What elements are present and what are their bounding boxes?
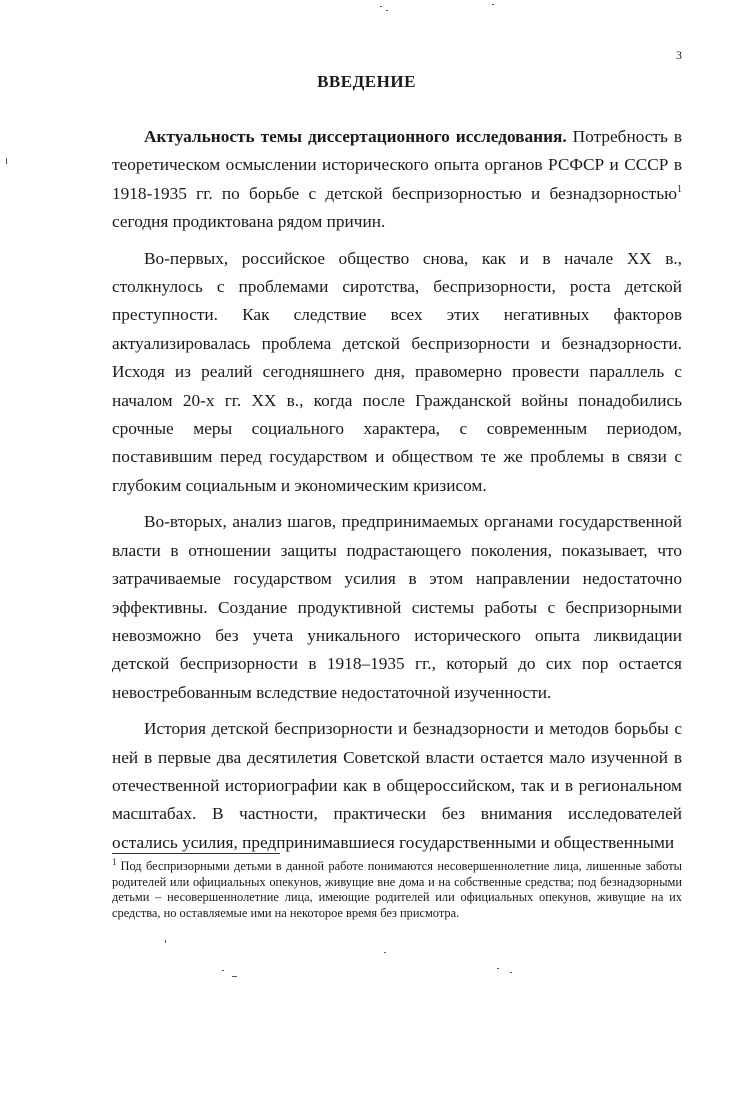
scan-speck: [384, 952, 386, 953]
footnote-text: Под беспризорными детьми в данной работе понимаются несовершеннолетние лица, лишенные заботы родителей или официальных опекунов, живущие вне дома и на собственные средства; под безнадзорными детьми – несовершеннолетние лица, имеющие родителей или официальных опекунов, живущие на их средства, но оставляемые ими на некоторое время без присмотра.: [112, 859, 682, 920]
scan-speck: [386, 10, 388, 11]
page-number: 3: [676, 48, 682, 62]
scan-speck: [232, 976, 237, 977]
scan-speck: [6, 158, 7, 164]
relevance-heading: Актуальность темы диссертационного исследования.: [144, 127, 567, 146]
scan-speck: [510, 972, 512, 973]
paragraph-relevance: [112, 123, 682, 237]
scan-speck: [492, 4, 494, 5]
paragraph-history: История детской беспризорности и безнадзорности и методов борьбы с ней в первые два десятилетия Советской власти остается мало изученной в отечественной историографии как в общероссийском, так и в региональном масштабах. В частности, практически без внимания исследователей остались усилия, предпринимавшиеся государственными и общественными: [112, 719, 682, 852]
footnote: [112, 856, 682, 921]
footnote-reference[interactable]: 1: [677, 184, 682, 196]
paragraph-firstly: Во-первых, российское общество снова, как и в начале XX в., столкнулось с проблемами сиротства, беспризорности, роста детской преступности. Как следствие всех этих негативных факторов актуализировалась проблема детской беспризорности и безнадзорности. Исходя из реалий сегодняшнего дня, правомерно провести параллель с началом 20-х гг. XX в., когда после Гражданской войны понадобились срочные меры социального характера, с современным периодом, поставившим перед государством и обществом те же проблемы в связи с глубоким социальным и экономическим кризисом.: [112, 248, 682, 495]
paragraph-relevance-end: сегодня продиктована рядом причин.: [112, 212, 386, 232]
scan-speck: [222, 970, 224, 971]
scan-speck: [497, 968, 499, 969]
page-title: ВВЕДЕНИЕ: [317, 72, 416, 91]
scan-speck: [165, 940, 166, 943]
footnote-number: 1: [112, 856, 117, 867]
footnote-divider: [112, 853, 280, 854]
paragraph-relevance-text: Потребность в теоретическом осмыслении исторического опыта органов РСФСР и СССР в 1918-1935 гг. по борьбе с детской беспризорностью и безнадзорностью: [112, 127, 682, 203]
scan-speck: [380, 6, 382, 7]
main-text: [112, 123, 682, 857]
paragraph-secondly: Во-вторых, анализ шагов, предпринимаемых органами государственной власти в отношении защиты подрастающего поколения, показывает, что затрачиваемые государством усилия в этом направлении недостаточно эффективны. Создание продуктивной системы работы с беспризорными невозможно без учета уникального исторического опыта ликвидации детской беспризорности в 1918–1935 гг., который до сих пор остается невостребованным вследствие недостаточной изученности.: [112, 512, 682, 702]
